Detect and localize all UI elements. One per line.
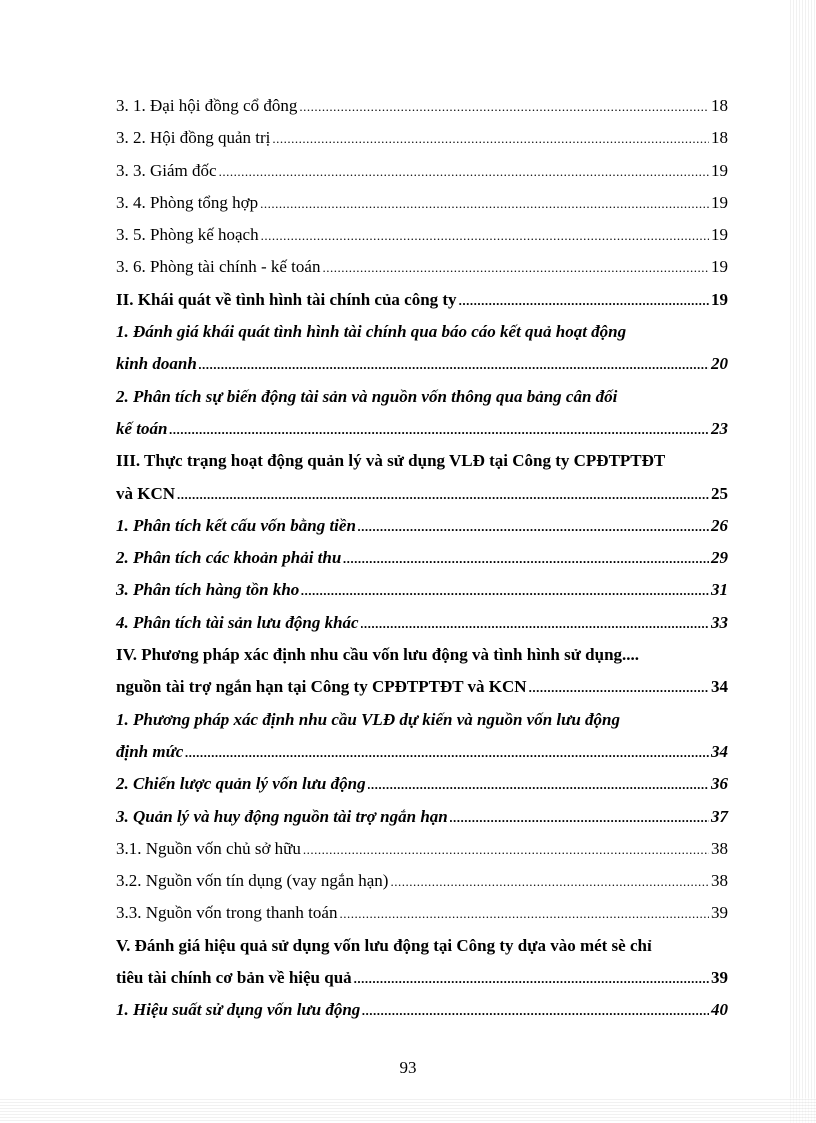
toc-dot-leader	[322, 252, 709, 284]
toc-entry-title: 3. 1. Đại hội đồng cổ đông	[116, 96, 298, 115]
toc-dot-leader	[199, 349, 709, 381]
toc-entry-page: 26	[711, 515, 728, 535]
page-number: 93	[399, 1058, 417, 1077]
toc-entry	[116, 574, 728, 606]
toc-entry	[116, 994, 728, 1026]
toc-dot-leader	[185, 737, 709, 769]
toc-entry-title: II. Khái quát về tình hình tài chính của công ty	[116, 289, 457, 309]
toc-entry-title: 2. Phân tích các khoản phải thu	[116, 548, 342, 568]
toc-dot-leader	[219, 156, 709, 188]
table-of-contents	[116, 90, 728, 1027]
toc-entry-title: 3. Phân tích hàng tồn kho	[116, 580, 300, 600]
toc-entry	[116, 736, 728, 768]
toc-entry-title: 2. Chiến lược quản lý vốn lưu động	[116, 774, 366, 794]
toc-entry	[116, 122, 728, 154]
toc-dot-leader	[358, 511, 709, 543]
scan-edge-right	[788, 0, 816, 1123]
toc-entry-page: 19	[711, 257, 728, 277]
toc-entry-page: 38	[711, 838, 728, 858]
toc-dot-leader	[343, 543, 709, 575]
toc-dot-leader	[354, 963, 709, 995]
toc-entry-title: kế toán	[116, 418, 168, 438]
toc-entry-title: kinh doanh	[116, 354, 197, 374]
toc-entry-page: 40	[711, 1000, 728, 1020]
toc-dot-leader	[303, 834, 709, 866]
toc-entry-heading-line: IV. Phương pháp xác định nhu cầu vốn lưu động và tình hình sử dụng....	[116, 645, 640, 665]
toc-entry	[116, 510, 728, 542]
toc-entry-page: 18	[711, 128, 728, 148]
toc-entry	[116, 90, 728, 122]
toc-entry-title: 3. 3. Giám đốc	[116, 160, 217, 180]
toc-entry-title: tiêu tài chính cơ bản về hiệu quả	[116, 968, 352, 988]
toc-entry-heading-line: V. Đánh giá hiệu quả sử dụng vốn lưu động tại Công ty dựa vào mét sè chỉ	[116, 935, 652, 955]
toc-entry-page: 23	[711, 418, 728, 438]
toc-entry	[116, 348, 728, 380]
toc-dot-leader	[459, 285, 709, 317]
toc-entry	[116, 962, 728, 994]
toc-dot-leader	[529, 672, 709, 704]
toc-entry	[116, 865, 728, 897]
toc-entry	[116, 897, 728, 929]
toc-entry-title: 3. 2. Hội đồng quản trị	[116, 128, 271, 148]
toc-dot-leader	[339, 898, 709, 930]
toc-entry-title: 3.1. Nguồn vốn chủ sở hữu	[116, 838, 301, 858]
toc-entry-heading-line: 2. Phân tích sự biến động tài sản và nguồn vốn thông qua bảng cân đối	[116, 386, 618, 406]
toc-entry-page: 19	[711, 192, 728, 212]
toc-entry-title: định mức	[116, 741, 184, 761]
toc-entry-title: 1. Hiệu suất sử dụng vốn lưu động	[116, 1000, 361, 1020]
toc-entry	[116, 284, 728, 316]
toc-entry-title: 3. 6. Phòng tài chính - kế toán	[116, 257, 321, 277]
toc-entry-page: 37	[711, 806, 728, 826]
toc-dot-leader	[177, 479, 709, 511]
toc-entry	[116, 607, 728, 639]
toc-entry-page: 39	[711, 903, 728, 923]
toc-entry	[116, 671, 728, 703]
toc-dot-leader	[301, 575, 709, 607]
toc-entry-heading-line: III. Thực trạng hoạt động quản lý và sử dụng VLĐ tại Công ty CPĐTPTĐT	[116, 451, 666, 471]
toc-dot-leader	[272, 123, 709, 155]
toc-entry	[116, 478, 728, 510]
toc-entry-page: 19	[711, 225, 728, 245]
toc-entry-title: 4. Phân tích tài sản lưu động khác	[116, 612, 359, 632]
toc-dot-leader	[390, 866, 709, 898]
toc-dot-leader	[169, 414, 709, 446]
toc-entry-page: 25	[711, 483, 728, 503]
toc-entry-page: 19	[711, 289, 728, 309]
toc-entry-page: 36	[711, 774, 728, 794]
toc-entry-title: 3. Quản lý và huy động nguồn tài trợ ngắn hạn	[116, 806, 448, 826]
toc-entry-page: 38	[711, 871, 728, 891]
toc-entry-title: nguồn tài trợ ngắn hạn tại Công ty CPĐTPTĐT và KCN	[116, 677, 527, 697]
toc-entry-heading-line: 1. Đánh giá khái quát tình hình tài chính qua báo cáo kết quả hoạt động	[116, 322, 627, 342]
toc-dot-leader	[361, 608, 709, 640]
toc-entry	[116, 155, 728, 187]
toc-entry-title: và KCN	[116, 483, 176, 503]
toc-entry-page: 29	[711, 548, 728, 568]
toc-entry	[116, 542, 728, 574]
toc-dot-leader	[362, 995, 709, 1027]
scan-edge-bottom	[0, 1098, 816, 1123]
toc-entry-heading-line: 1. Phương pháp xác định nhu cầu VLĐ dự kiến và nguồn vốn lưu động	[116, 709, 620, 729]
toc-dot-leader	[260, 188, 709, 220]
toc-dot-leader	[368, 769, 709, 801]
toc-entry-title: 1. Phân tích kết cấu vốn bằng tiền	[116, 515, 356, 535]
toc-entry-page: 34	[711, 741, 728, 761]
toc-dot-leader	[299, 91, 709, 123]
toc-entry-page: 20	[711, 354, 728, 374]
toc-entry	[116, 413, 728, 445]
toc-entry-page: 19	[711, 160, 728, 180]
toc-entry-page: 39	[711, 968, 728, 988]
toc-dot-leader	[450, 802, 709, 834]
toc-entry-title: 3. 5. Phòng kế hoạch	[116, 225, 259, 245]
toc-entry	[116, 187, 728, 219]
toc-entry	[116, 251, 728, 283]
toc-entry	[116, 219, 728, 251]
toc-entry	[116, 768, 728, 800]
toc-entry-page: 33	[711, 612, 728, 632]
toc-dot-leader	[261, 220, 709, 252]
toc-entry-page: 34	[711, 677, 728, 697]
toc-entry-title: 3.3. Nguồn vốn trong thanh toán	[116, 903, 338, 923]
toc-entry	[116, 833, 728, 865]
toc-entry-page: 18	[711, 96, 728, 115]
toc-entry-title: 3. 4. Phòng tổng hợp	[116, 192, 259, 212]
toc-entry-title: 3.2. Nguồn vốn tín dụng (vay ngắn hạn)	[116, 871, 389, 891]
toc-entry	[116, 801, 728, 833]
toc-entry-page: 31	[711, 580, 728, 600]
